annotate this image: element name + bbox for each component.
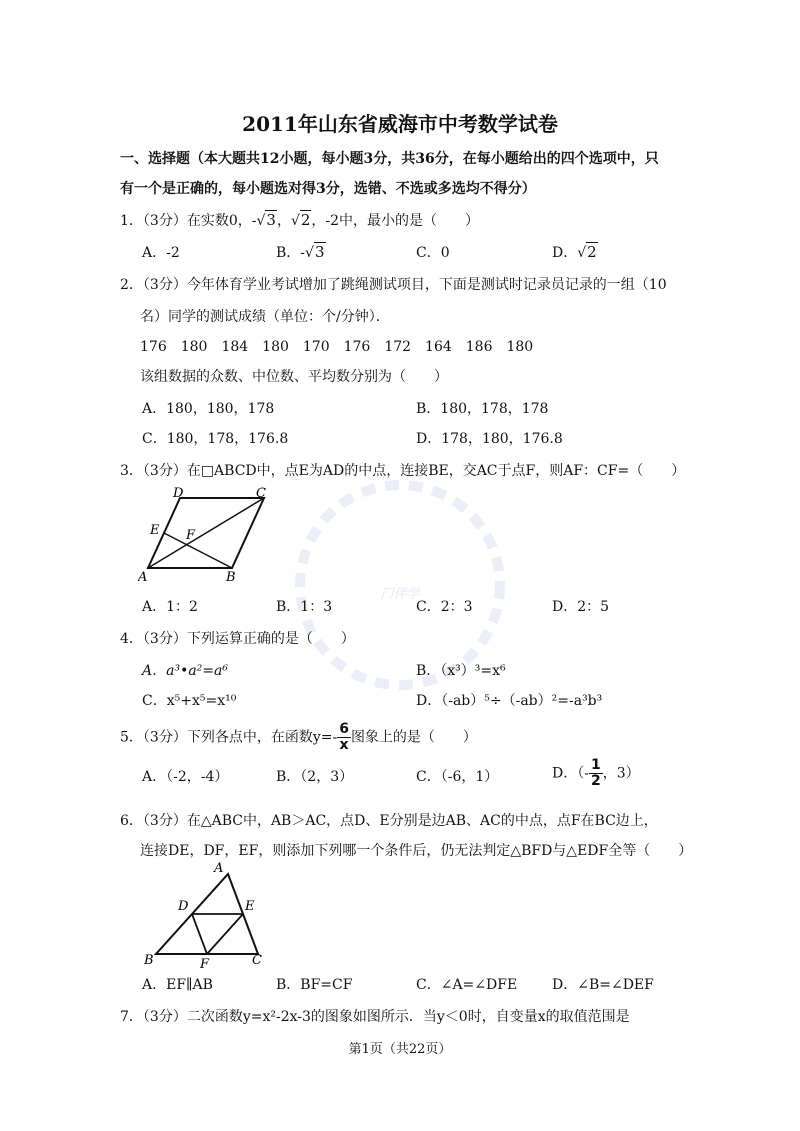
q5-option-b: B．（2，3）	[276, 769, 354, 785]
q4-option-b: B．（x³）³=x⁶	[416, 663, 506, 679]
q3-option-a: A．1：2	[142, 599, 198, 615]
question-6-line1: 6．（3分）在△ABC中，AB＞AC，点D、E分别是边AB、AC的中点，点F在BC边上，	[120, 813, 658, 829]
q2-option-c: C．180，178，176.8	[142, 431, 289, 447]
q2-option-d: D．178，180，176.8	[416, 431, 563, 447]
q1-option-c: C．0	[416, 245, 450, 261]
page-title: 2011年山东省威海市中考数学试卷	[242, 112, 558, 136]
q2-option-a: A．180，180，178	[142, 401, 275, 417]
page-footer: 第1页（共22页）	[348, 1042, 452, 1057]
q6-option-b: B．BF=CF	[276, 977, 353, 993]
question-3-stem: 3．（3分）在□ABCD中，点E为AD的中点，连接BE，交AC于点F，则AF：CF=（ ）	[120, 463, 686, 479]
label-a: A	[138, 570, 148, 585]
question-7-stem: 7．（3分）二次函数y=x²-2x-3的图象如图所示．当y＜0时，自变量x的取值范围是	[120, 1009, 630, 1025]
q2-option-b: B．180，178，178	[416, 401, 549, 417]
q3-option-d: D．2：5	[552, 599, 610, 615]
label-a: A	[214, 861, 224, 876]
label-d: D	[178, 899, 189, 914]
fraction-6-over-x: $\frac{6}{x}$	[339, 721, 349, 753]
watermark-text: 门伴学	[380, 587, 420, 602]
question-2-line2: 名）同学的测试成绩（单位：个/分钟）．	[140, 309, 390, 325]
q1-option-a: A．-2	[142, 245, 180, 261]
label-c: C	[252, 953, 262, 968]
q4-option-a: A．a³•a²=a⁶	[142, 663, 228, 679]
parallelogram-figure	[138, 486, 278, 586]
section-heading-line1: 一、选择题（本大题共12小题，每小题3分，共36分，在每小题给出的四个选项中，只	[120, 151, 659, 167]
q4-option-c: C．x⁵+x⁵=x¹⁰	[142, 693, 237, 709]
q1-option-b: B．-√3	[276, 243, 325, 261]
segment-ef	[207, 914, 243, 954]
q3-option-c: C．2：3	[416, 599, 473, 615]
sqrt-symbol: √2	[290, 211, 311, 229]
label-b: B	[226, 570, 236, 585]
question-2-line3: 该组数据的众数、中位数、平均数分别为（ ）	[140, 369, 448, 385]
q5-option-a: A．（-2，-4）	[142, 769, 229, 785]
q5-option-c: C．（-6，1）	[416, 769, 499, 785]
section-heading-line2: 有一个是正确的，每小题选对得3分，选错、不选或多选均不得分）	[120, 181, 536, 197]
q4-option-d: D．（-ab）⁵÷（-ab）²=-a³b³	[416, 693, 603, 709]
question-4-stem: 4．（3分）下列运算正确的是（ ）	[120, 631, 355, 647]
sqrt-symbol: √3	[256, 211, 276, 229]
q6-option-c: C．∠A=∠DFE	[416, 977, 518, 993]
segment-df	[192, 914, 207, 954]
label-f: F	[200, 957, 210, 968]
question-1-stem: 1．（3分）在实数0，-√3，√2，-2中，最小的是（ ）	[120, 211, 480, 229]
q1-option-d: D．√2	[552, 243, 597, 261]
label-f: F	[186, 528, 196, 543]
q6-option-a: A．EF∥AB	[142, 977, 213, 993]
question-2-data: 176 180 184 180 170 176 172 164 186 180	[140, 339, 534, 355]
label-c: C	[256, 486, 266, 501]
label-b: B	[144, 953, 154, 968]
fraction-1-over-2: $\frac{1}{2}$	[590, 757, 601, 789]
q6-option-d: D．∠B=∠DEF	[552, 977, 654, 993]
question-5-stem: 5．（3分）下列各点中，在函数y=- $\frac{6}{x}$ 图象上的是（ ）	[120, 721, 477, 753]
q3-option-b: B．1：3	[276, 599, 333, 615]
label-e: E	[245, 899, 255, 914]
question-2-line1: 2．（3分）今年体育学业考试增加了跳绳测试项目，下面是测试时记录员记录的一组（10	[120, 277, 667, 293]
q5-option-d: D．（- $\frac{1}{2}$ ，3）	[552, 757, 640, 789]
label-d: D	[173, 486, 184, 501]
triangle-figure	[140, 858, 270, 968]
question-6-line2: 连接DE，DF，EF，则添加下列哪一个条件后，仍无法判定△BFD与△EDF全等（ ）	[140, 843, 693, 859]
label-e: E	[150, 523, 160, 538]
